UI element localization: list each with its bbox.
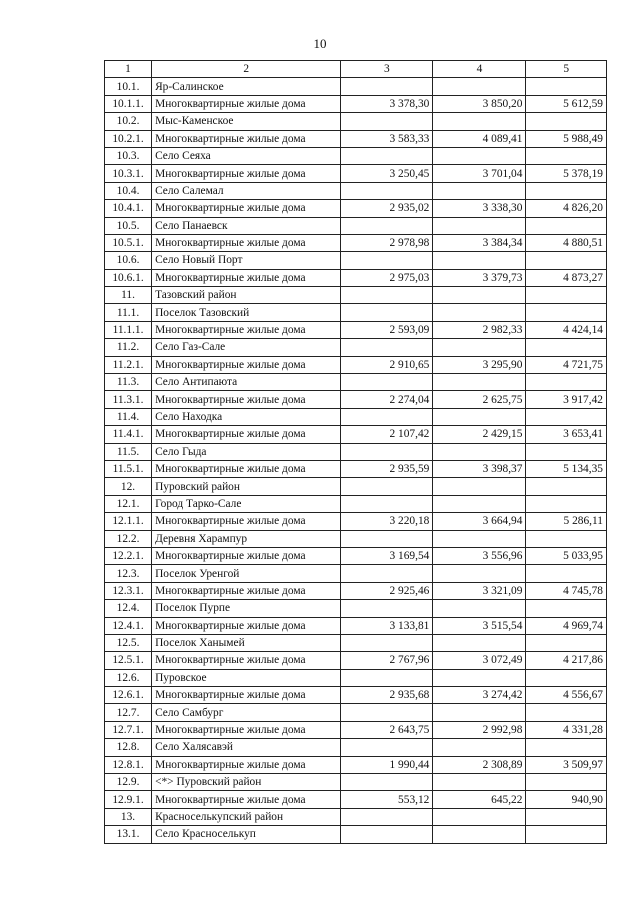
- table-row: [105, 95, 607, 112]
- row-number-cell: 12.5.1.: [105, 652, 152, 669]
- table-row: [105, 339, 607, 356]
- row-number-cell: 12.9.1.: [105, 791, 152, 808]
- value-col3-cell: 2 978,98: [341, 234, 433, 251]
- table-row: [105, 826, 607, 843]
- value-col4-cell: 3 379,73: [433, 269, 526, 286]
- value-col3-cell: 2 274,04: [341, 391, 433, 408]
- value-col3-cell: [341, 443, 433, 460]
- row-number-cell: 12.9.: [105, 774, 152, 791]
- value-col4-cell: 645,22: [433, 791, 526, 808]
- row-number-cell: 12.1.1.: [105, 513, 152, 530]
- value-col3-cell: [341, 217, 433, 234]
- value-col4-cell: [433, 495, 526, 512]
- table-row: [105, 547, 607, 564]
- value-col3-cell: 2 643,75: [341, 721, 433, 738]
- name-cell: Село Красноселькуп: [152, 826, 341, 843]
- row-number-cell: 12.2.: [105, 530, 152, 547]
- value-col5-cell: 3 917,42: [526, 391, 607, 408]
- header-cell-3: 3: [341, 61, 433, 78]
- table-row: [105, 478, 607, 495]
- value-col4-cell: 2 982,33: [433, 321, 526, 338]
- row-number-cell: 12.2.1.: [105, 547, 152, 564]
- row-number-cell: 10.1.1.: [105, 95, 152, 112]
- name-cell: Яр-Салинское: [152, 78, 341, 95]
- value-col4-cell: 3 398,37: [433, 460, 526, 477]
- name-cell: Многоквартирные жилые дома: [152, 234, 341, 251]
- value-col5-cell: 4 880,51: [526, 234, 607, 251]
- value-col5-cell: [526, 826, 607, 843]
- value-col5-cell: [526, 443, 607, 460]
- value-col4-cell: [433, 287, 526, 304]
- value-col4-cell: 2 625,75: [433, 391, 526, 408]
- name-cell: Мыс-Каменское: [152, 113, 341, 130]
- table-row: [105, 426, 607, 443]
- table-row: [105, 443, 607, 460]
- value-col5-cell: [526, 478, 607, 495]
- row-number-cell: 10.6.1.: [105, 269, 152, 286]
- name-cell: Пуровский район: [152, 478, 341, 495]
- name-cell: Многоквартирные жилые дома: [152, 95, 341, 112]
- row-number-cell: 11.2.1.: [105, 356, 152, 373]
- table-row: [105, 165, 607, 182]
- table-row: [105, 356, 607, 373]
- name-cell: Многоквартирные жилые дома: [152, 269, 341, 286]
- value-col5-cell: 4 217,86: [526, 652, 607, 669]
- name-cell: Село Сеяха: [152, 147, 341, 164]
- value-col4-cell: 4 089,41: [433, 130, 526, 147]
- table-row: [105, 495, 607, 512]
- table-row: [105, 130, 607, 147]
- value-col4-cell: [433, 304, 526, 321]
- row-number-cell: 11.4.: [105, 408, 152, 425]
- table-row: [105, 565, 607, 582]
- value-col5-cell: [526, 634, 607, 651]
- name-cell: Многоквартирные жилые дома: [152, 200, 341, 217]
- row-number-cell: 13.: [105, 808, 152, 825]
- table-row: [105, 147, 607, 164]
- row-number-cell: 11.4.1.: [105, 426, 152, 443]
- name-cell: Село Халясавэй: [152, 739, 341, 756]
- value-col4-cell: [433, 808, 526, 825]
- value-col3-cell: [341, 669, 433, 686]
- row-number-cell: 12.5.: [105, 634, 152, 651]
- value-col4-cell: [433, 147, 526, 164]
- value-col4-cell: [433, 182, 526, 199]
- value-col5-cell: [526, 287, 607, 304]
- row-number-cell: 11.1.1.: [105, 321, 152, 338]
- row-number-cell: 13.1.: [105, 826, 152, 843]
- value-col5-cell: 5 286,11: [526, 513, 607, 530]
- row-number-cell: 11.3.: [105, 374, 152, 391]
- table-row: [105, 634, 607, 651]
- value-col4-cell: [433, 739, 526, 756]
- name-cell: Многоквартирные жилые дома: [152, 756, 341, 773]
- value-col4-cell: 3 384,34: [433, 234, 526, 251]
- tariff-table: [104, 60, 607, 844]
- value-col4-cell: [433, 443, 526, 460]
- value-col4-cell: 3 850,20: [433, 95, 526, 112]
- value-col5-cell: 5 612,59: [526, 95, 607, 112]
- value-col5-cell: [526, 565, 607, 582]
- row-number-cell: 10.5.1.: [105, 234, 152, 251]
- table-row: [105, 269, 607, 286]
- name-cell: Многоквартирные жилые дома: [152, 426, 341, 443]
- value-col3-cell: 2 975,03: [341, 269, 433, 286]
- table-row: [105, 460, 607, 477]
- value-col5-cell: 4 721,75: [526, 356, 607, 373]
- name-cell: Красноселькупский район: [152, 808, 341, 825]
- table-row: [105, 234, 607, 251]
- name-cell: Многоквартирные жилые дома: [152, 391, 341, 408]
- row-number-cell: 11.2.: [105, 339, 152, 356]
- value-col5-cell: 4 745,78: [526, 582, 607, 599]
- row-number-cell: 11.: [105, 287, 152, 304]
- value-col4-cell: [433, 339, 526, 356]
- table-row: [105, 530, 607, 547]
- value-col4-cell: 3 072,49: [433, 652, 526, 669]
- value-col5-cell: 4 424,14: [526, 321, 607, 338]
- value-col3-cell: 2 107,42: [341, 426, 433, 443]
- name-cell: Село Гыда: [152, 443, 341, 460]
- table-row: [105, 304, 607, 321]
- table-row: [105, 182, 607, 199]
- header-cell-1: 1: [105, 61, 152, 78]
- value-col3-cell: 2 935,02: [341, 200, 433, 217]
- value-col5-cell: 940,90: [526, 791, 607, 808]
- value-col5-cell: [526, 669, 607, 686]
- value-col3-cell: 3 169,54: [341, 547, 433, 564]
- value-col4-cell: [433, 374, 526, 391]
- value-col3-cell: [341, 826, 433, 843]
- value-col4-cell: [433, 252, 526, 269]
- table-row: [105, 252, 607, 269]
- name-cell: Многоквартирные жилые дома: [152, 791, 341, 808]
- value-col3-cell: [341, 374, 433, 391]
- name-cell: Деревня Харампур: [152, 530, 341, 547]
- value-col3-cell: 3 378,30: [341, 95, 433, 112]
- value-col3-cell: [341, 530, 433, 547]
- value-col5-cell: [526, 530, 607, 547]
- value-col3-cell: 2 935,68: [341, 687, 433, 704]
- value-col5-cell: 5 378,19: [526, 165, 607, 182]
- row-number-cell: 10.4.1.: [105, 200, 152, 217]
- row-number-cell: 11.1.: [105, 304, 152, 321]
- row-number-cell: 10.5.: [105, 217, 152, 234]
- value-col4-cell: 3 295,90: [433, 356, 526, 373]
- name-cell: Село Панаевск: [152, 217, 341, 234]
- value-col4-cell: [433, 774, 526, 791]
- row-number-cell: 10.4.: [105, 182, 152, 199]
- value-col3-cell: [341, 478, 433, 495]
- row-number-cell: 10.6.: [105, 252, 152, 269]
- table-row: [105, 408, 607, 425]
- value-col5-cell: [526, 252, 607, 269]
- value-col3-cell: [341, 252, 433, 269]
- table-row: [105, 582, 607, 599]
- name-cell: Село Салемал: [152, 182, 341, 199]
- value-col3-cell: [341, 182, 433, 199]
- header-cell-4: 4: [433, 61, 526, 78]
- row-number-cell: 12.4.1.: [105, 617, 152, 634]
- value-col5-cell: 4 826,20: [526, 200, 607, 217]
- value-col3-cell: 1 990,44: [341, 756, 433, 773]
- value-col5-cell: [526, 739, 607, 756]
- name-cell: Тазовский район: [152, 287, 341, 304]
- row-number-cell: 10.3.: [105, 147, 152, 164]
- table-row: [105, 217, 607, 234]
- name-cell: Многоквартирные жилые дома: [152, 356, 341, 373]
- page-number: 10: [313, 36, 327, 51]
- row-number-cell: 10.3.1.: [105, 165, 152, 182]
- value-col4-cell: 3 515,54: [433, 617, 526, 634]
- value-col3-cell: [341, 600, 433, 617]
- value-col3-cell: [341, 78, 433, 95]
- table-row: [105, 287, 607, 304]
- value-col5-cell: [526, 704, 607, 721]
- row-number-cell: 11.3.1.: [105, 391, 152, 408]
- value-col4-cell: [433, 113, 526, 130]
- row-number-cell: 10.2.1.: [105, 130, 152, 147]
- value-col3-cell: [341, 339, 433, 356]
- value-col3-cell: [341, 739, 433, 756]
- value-col5-cell: [526, 408, 607, 425]
- value-col5-cell: 4 969,74: [526, 617, 607, 634]
- value-col5-cell: [526, 182, 607, 199]
- value-col3-cell: [341, 408, 433, 425]
- name-cell: Многоквартирные жилые дома: [152, 687, 341, 704]
- value-col5-cell: [526, 808, 607, 825]
- value-col3-cell: [341, 565, 433, 582]
- value-col3-cell: 2 593,09: [341, 321, 433, 338]
- value-col5-cell: 4 873,27: [526, 269, 607, 286]
- value-col3-cell: [341, 634, 433, 651]
- name-cell: Многоквартирные жилые дома: [152, 582, 341, 599]
- value-col5-cell: [526, 495, 607, 512]
- value-col4-cell: 3 556,96: [433, 547, 526, 564]
- name-cell: <*> Пуровский район: [152, 774, 341, 791]
- table-header-row: [105, 61, 607, 78]
- table-row: [105, 78, 607, 95]
- value-col4-cell: 3 321,09: [433, 582, 526, 599]
- table-row: [105, 617, 607, 634]
- value-col4-cell: [433, 478, 526, 495]
- value-col4-cell: [433, 217, 526, 234]
- value-col5-cell: [526, 78, 607, 95]
- table-row: [105, 669, 607, 686]
- value-col4-cell: [433, 78, 526, 95]
- value-col5-cell: 5 134,35: [526, 460, 607, 477]
- table-row: [105, 687, 607, 704]
- value-col5-cell: [526, 600, 607, 617]
- name-cell: Село Находка: [152, 408, 341, 425]
- row-number-cell: 12.6.: [105, 669, 152, 686]
- row-number-cell: 12.7.1.: [105, 721, 152, 738]
- table-row: [105, 721, 607, 738]
- value-col3-cell: [341, 495, 433, 512]
- name-cell: Многоквартирные жилые дома: [152, 513, 341, 530]
- value-col4-cell: [433, 704, 526, 721]
- name-cell: Город Тарко-Сале: [152, 495, 341, 512]
- value-col4-cell: [433, 826, 526, 843]
- value-col3-cell: 3 220,18: [341, 513, 433, 530]
- value-col5-cell: 5 988,49: [526, 130, 607, 147]
- row-number-cell: 12.8.1.: [105, 756, 152, 773]
- value-col3-cell: [341, 704, 433, 721]
- value-col5-cell: [526, 339, 607, 356]
- value-col5-cell: [526, 113, 607, 130]
- table-row: [105, 513, 607, 530]
- value-col3-cell: [341, 113, 433, 130]
- value-col3-cell: 3 133,81: [341, 617, 433, 634]
- value-col5-cell: [526, 147, 607, 164]
- value-col3-cell: 553,12: [341, 791, 433, 808]
- value-col3-cell: [341, 304, 433, 321]
- name-cell: Поселок Пурпе: [152, 600, 341, 617]
- table-row: [105, 391, 607, 408]
- row-number-cell: 12.6.1.: [105, 687, 152, 704]
- value-col4-cell: [433, 408, 526, 425]
- value-col5-cell: [526, 374, 607, 391]
- row-number-cell: 12.3.: [105, 565, 152, 582]
- table-row: [105, 739, 607, 756]
- value-col3-cell: 2 910,65: [341, 356, 433, 373]
- value-col4-cell: 3 701,04: [433, 165, 526, 182]
- table-row: [105, 600, 607, 617]
- value-col3-cell: [341, 774, 433, 791]
- value-col4-cell: [433, 565, 526, 582]
- name-cell: Многоквартирные жилые дома: [152, 652, 341, 669]
- value-col3-cell: 2 935,59: [341, 460, 433, 477]
- value-col5-cell: 3 509,97: [526, 756, 607, 773]
- name-cell: Многоквартирные жилые дома: [152, 321, 341, 338]
- value-col4-cell: 3 664,94: [433, 513, 526, 530]
- name-cell: Многоквартирные жилые дома: [152, 547, 341, 564]
- name-cell: Многоквартирные жилые дома: [152, 617, 341, 634]
- row-number-cell: 12.3.1.: [105, 582, 152, 599]
- table-row: [105, 704, 607, 721]
- name-cell: Многоквартирные жилые дома: [152, 460, 341, 477]
- value-col3-cell: [341, 808, 433, 825]
- value-col5-cell: 5 033,95: [526, 547, 607, 564]
- row-number-cell: 12.: [105, 478, 152, 495]
- table-body: [105, 61, 607, 844]
- name-cell: Многоквартирные жилые дома: [152, 130, 341, 147]
- value-col4-cell: [433, 669, 526, 686]
- table-row: [105, 321, 607, 338]
- name-cell: Село Антипаюта: [152, 374, 341, 391]
- name-cell: Многоквартирные жилые дома: [152, 165, 341, 182]
- value-col5-cell: 4 331,28: [526, 721, 607, 738]
- value-col5-cell: 4 556,67: [526, 687, 607, 704]
- row-number-cell: 12.8.: [105, 739, 152, 756]
- table-row: [105, 113, 607, 130]
- table-row: [105, 374, 607, 391]
- value-col4-cell: 2 429,15: [433, 426, 526, 443]
- value-col3-cell: 2 767,96: [341, 652, 433, 669]
- row-number-cell: 11.5.: [105, 443, 152, 460]
- table-row: [105, 791, 607, 808]
- value-col5-cell: [526, 217, 607, 234]
- value-col5-cell: [526, 304, 607, 321]
- value-col5-cell: [526, 774, 607, 791]
- row-number-cell: 10.1.: [105, 78, 152, 95]
- value-col3-cell: 2 925,46: [341, 582, 433, 599]
- row-number-cell: 12.4.: [105, 600, 152, 617]
- name-cell: Поселок Ханымей: [152, 634, 341, 651]
- table-row: [105, 808, 607, 825]
- row-number-cell: 11.5.1.: [105, 460, 152, 477]
- header-cell-2: 2: [152, 61, 341, 78]
- name-cell: Поселок Уренгой: [152, 565, 341, 582]
- value-col3-cell: 3 250,45: [341, 165, 433, 182]
- table-row: [105, 200, 607, 217]
- value-col4-cell: 2 992,98: [433, 721, 526, 738]
- row-number-cell: 10.2.: [105, 113, 152, 130]
- value-col3-cell: 3 583,33: [341, 130, 433, 147]
- name-cell: Многоквартирные жилые дома: [152, 721, 341, 738]
- value-col5-cell: 3 653,41: [526, 426, 607, 443]
- value-col3-cell: [341, 147, 433, 164]
- table-row: [105, 756, 607, 773]
- value-col4-cell: [433, 530, 526, 547]
- name-cell: Пуровское: [152, 669, 341, 686]
- table-row: [105, 774, 607, 791]
- value-col4-cell: 3 338,30: [433, 200, 526, 217]
- name-cell: Село Новый Порт: [152, 252, 341, 269]
- name-cell: Село Самбург: [152, 704, 341, 721]
- value-col4-cell: [433, 634, 526, 651]
- value-col4-cell: 3 274,42: [433, 687, 526, 704]
- table-row: [105, 652, 607, 669]
- header-cell-5: 5: [526, 61, 607, 78]
- name-cell: Село Газ-Сале: [152, 339, 341, 356]
- row-number-cell: 12.7.: [105, 704, 152, 721]
- value-col4-cell: 2 308,89: [433, 756, 526, 773]
- name-cell: Поселок Тазовский: [152, 304, 341, 321]
- value-col3-cell: [341, 287, 433, 304]
- row-number-cell: 12.1.: [105, 495, 152, 512]
- value-col4-cell: [433, 600, 526, 617]
